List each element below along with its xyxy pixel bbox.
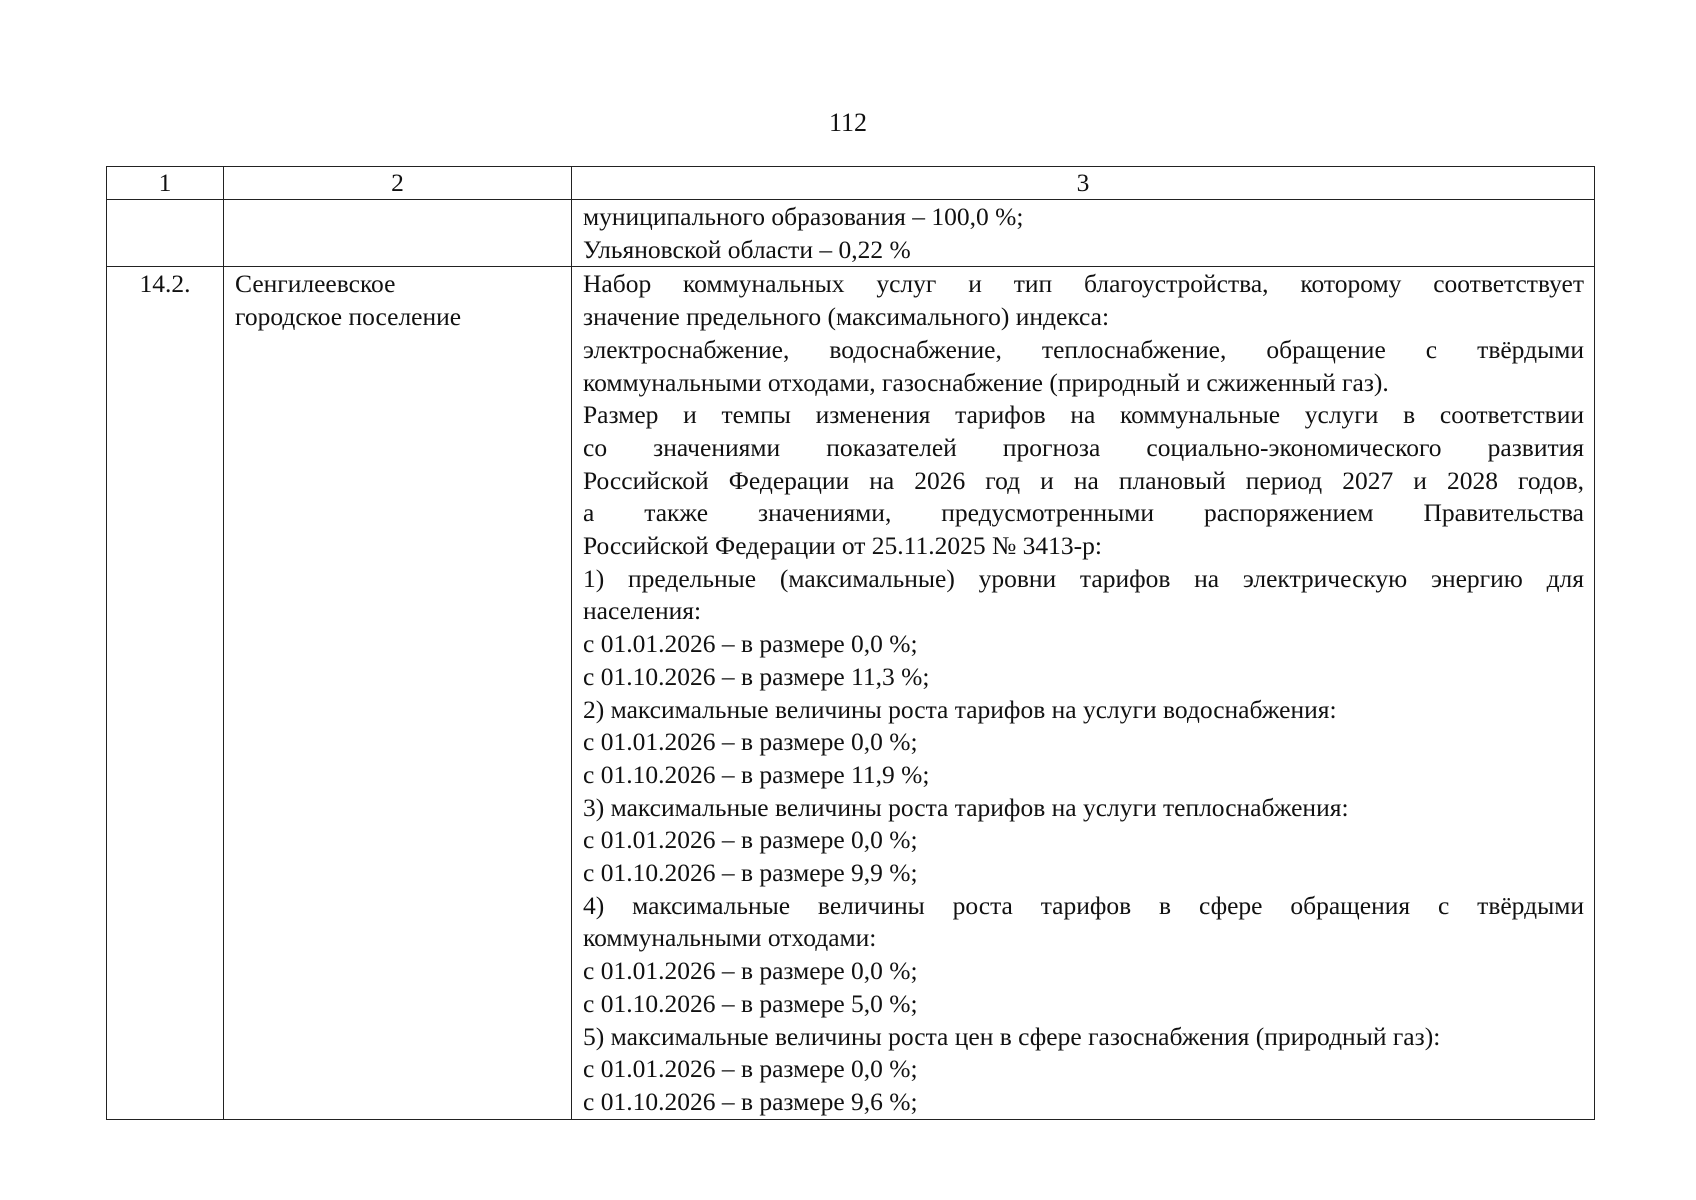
content-line: с 01.10.2026 – в размере 5,0 %;: [583, 988, 918, 1018]
content-line: с 01.01.2026 – в размере 0,0 %;: [583, 825, 918, 855]
settlement-name-line: городское поселение: [235, 302, 462, 332]
content-paragraph: [583, 857, 1584, 890]
content-line: Размер и темпы изменения тарифов на коммунальные услуги в соответствии: [583, 400, 1584, 430]
content-line: 1) предельные (максимальные) уровни тарифов на электрическую энергию для: [583, 563, 1584, 593]
content-line: 5) максимальные величины роста цен в сфере газоснабжения (природный газ):: [583, 1021, 1441, 1051]
content-paragraph: [583, 1053, 1584, 1086]
content-line: с 01.10.2026 – в размере 9,9 %;: [583, 858, 918, 888]
continuation-number-cell: [107, 200, 224, 267]
content-line: 2) максимальные величины роста тарифов на услуги водоснабжения:: [583, 694, 1337, 724]
content-line: Российской Федерации на 2026 год и на плановый период 2027 и 2028 годов,: [583, 465, 1584, 495]
content-paragraph: [583, 955, 1584, 988]
content-line: 3) максимальные величины роста тарифов на услуги теплоснабжения:: [583, 792, 1349, 822]
content-paragraph: [583, 759, 1584, 792]
table-row-continuation: [107, 200, 1595, 267]
content-paragraph: [583, 726, 1584, 759]
content-line: 4) максимальные величины роста тарифов в сфере обращения с твёрдыми: [583, 890, 1584, 920]
content-paragraph: [583, 694, 1584, 727]
content-paragraph: [583, 824, 1584, 857]
content-line: коммунальными отходами:: [583, 923, 877, 953]
table-header-row: [107, 167, 1595, 200]
content-line: с 01.01.2026 – в размере 0,0 %;: [583, 727, 918, 757]
continuation-content-cell: [572, 200, 1595, 267]
content-line: с 01.01.2026 – в размере 0,0 %;: [583, 629, 918, 659]
tariff-table: [106, 166, 1595, 1120]
content-paragraph: [583, 628, 1584, 661]
continuation-line: муниципального образования – 100,0 %;: [583, 202, 1024, 231]
content-line: с 01.10.2026 – в размере 9,6 %;: [583, 1086, 918, 1116]
settlement-name-cell: [224, 267, 572, 1119]
content-line: значение предельного (максимального) индекса:: [583, 302, 1110, 332]
column-header-3: 3: [572, 167, 1595, 200]
tariff-content-cell: [572, 267, 1595, 1119]
settlement-name-line: Сенгилеевское: [235, 269, 396, 299]
row-number-cell: 14.2.: [107, 267, 224, 1119]
content-line: коммунальными отходами, газоснабжение (природный и сжиженный газ).: [583, 367, 1389, 397]
content-paragraph: [583, 792, 1584, 825]
page-number: 112: [828, 108, 868, 137]
content-line: населения:: [583, 596, 702, 626]
continuation-line: Ульяновской области – 0,22 %: [583, 234, 911, 264]
content-line: Набор коммунальных услуг и тип благоустройства, которому соответствует: [583, 269, 1584, 299]
column-header-1: 1: [107, 167, 224, 200]
content-paragraph: [583, 661, 1584, 694]
content-paragraph: [583, 563, 1584, 628]
content-paragraph: [583, 988, 1584, 1021]
content-paragraph: [583, 890, 1584, 955]
content-paragraph: [583, 1086, 1584, 1119]
content-paragraph: [583, 334, 1584, 399]
content-line: с 01.01.2026 – в размере 0,0 %;: [583, 956, 918, 986]
content-line: электроснабжение, водоснабжение, теплоснабжение, обращение с твёрдыми: [583, 334, 1584, 364]
content-line: а также значениями, предусмотренными распоряжением Правительства: [583, 498, 1584, 528]
content-paragraph: [583, 268, 1584, 333]
column-header-2: 2: [224, 167, 572, 200]
table-row-14-2: [107, 267, 1595, 1119]
content-line: с 01.10.2026 – в размере 11,3 %;: [583, 661, 930, 691]
content-paragraph: [583, 1021, 1584, 1054]
content-line: с 01.01.2026 – в размере 0,0 %;: [583, 1054, 918, 1084]
content-line: с 01.10.2026 – в размере 11,9 %;: [583, 759, 930, 789]
table-header: [107, 167, 1595, 200]
content-paragraph: [583, 399, 1584, 563]
continuation-name-cell: [224, 200, 572, 267]
content-line: Российской Федерации от 25.11.2025 № 3413-р:: [583, 531, 1102, 561]
content-line: со значениями показателей прогноза социально-экономического развития: [583, 432, 1584, 462]
